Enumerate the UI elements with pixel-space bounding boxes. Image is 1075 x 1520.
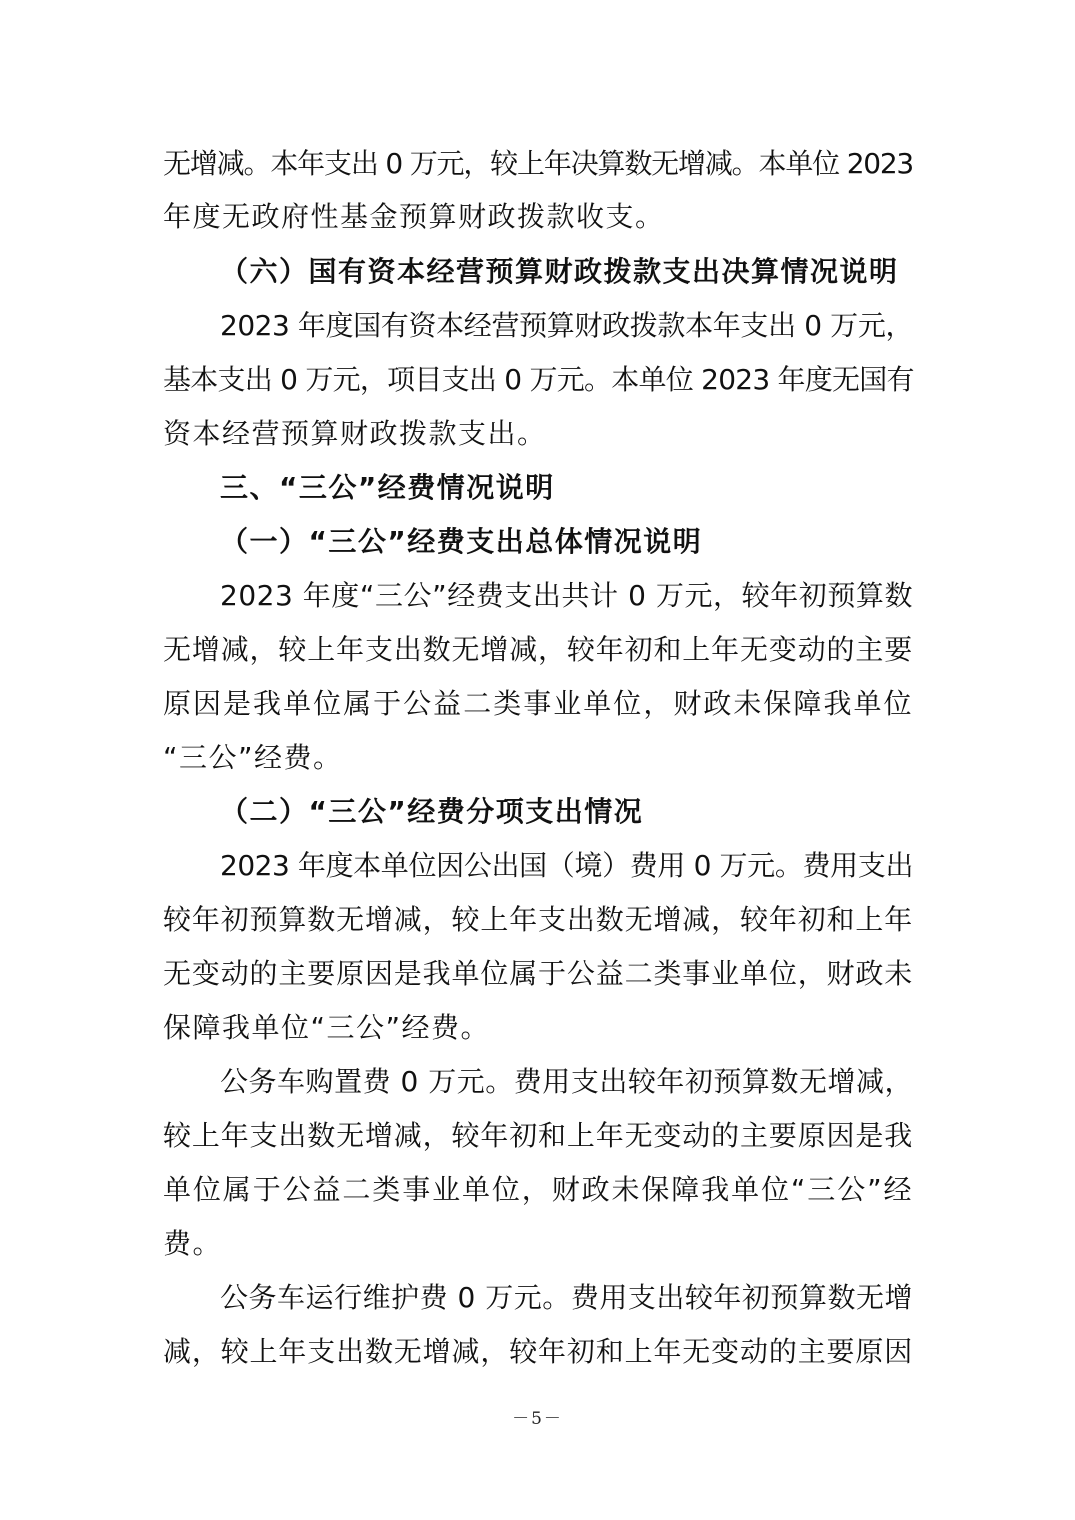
paragraph-line: 原因是我单位属于公益二类事业单位，财政未保障我单位 <box>163 687 913 720</box>
section-heading: （六）国有资本经营预算财政拨款支出决算情况说明 <box>220 255 899 288</box>
paragraph-line: 2023 年度“三公”经费支出共计 0 万元，较年初预算数 <box>220 579 913 612</box>
paragraph-line: “三公”经费。 <box>163 741 343 774</box>
paragraph-line: 无变动的主要原因是我单位属于公益二类事业单位，财政未 <box>163 957 913 990</box>
paragraph-line: 公务车运行维护费 0 万元。费用支出较年初预算数无增 <box>220 1281 913 1314</box>
paragraph-line: 资本经营预算财政拨款支出。 <box>163 417 547 450</box>
page-number: －5－ <box>512 1409 563 1429</box>
section-heading: 三、“三公”经费情况说明 <box>220 471 555 504</box>
paragraph-line: 费。 <box>163 1227 223 1260</box>
section-heading: （一）“三公”经费支出总体情况说明 <box>220 525 703 558</box>
paragraph-line: 年度无政府性基金预算财政拨款收支。 <box>163 200 665 233</box>
paragraph-line: 2023 年度国有资本经营预算财政拨款本年支出 0 万元， <box>220 309 913 342</box>
paragraph-line: 较上年支出数无增减，较年初和上年无变动的主要原因是我 <box>163 1119 913 1152</box>
paragraph-line: 减，较上年支出数无增减，较年初和上年无变动的主要原因 <box>163 1335 913 1368</box>
paragraph-line: 保障我单位“三公”经费。 <box>163 1011 491 1044</box>
paragraph-line: 无增减。本年支出 0 万元，较上年决算数无增减。本单位 2023 <box>163 147 913 180</box>
paragraph-line: 基本支出 0 万元，项目支出 0 万元。本单位 2023 年度无国有 <box>163 363 914 396</box>
paragraph-line: 2023 年度本单位因公出国（境）费用 0 万元。费用支出 <box>220 849 913 882</box>
paragraph-line: 无增减，较上年支出数无增减，较年初和上年无变动的主要 <box>163 633 913 666</box>
paragraph-line: 单位属于公益二类事业单位，财政未保障我单位“三公”经 <box>163 1173 913 1206</box>
paragraph-line: 公务车购置费 0 万元。费用支出较年初预算数无增减， <box>220 1065 913 1098</box>
section-heading: （二）“三公”经费分项支出情况 <box>220 795 644 828</box>
paragraph-line: 较年初预算数无增减，较上年支出数无增减，较年初和上年 <box>163 903 913 936</box>
